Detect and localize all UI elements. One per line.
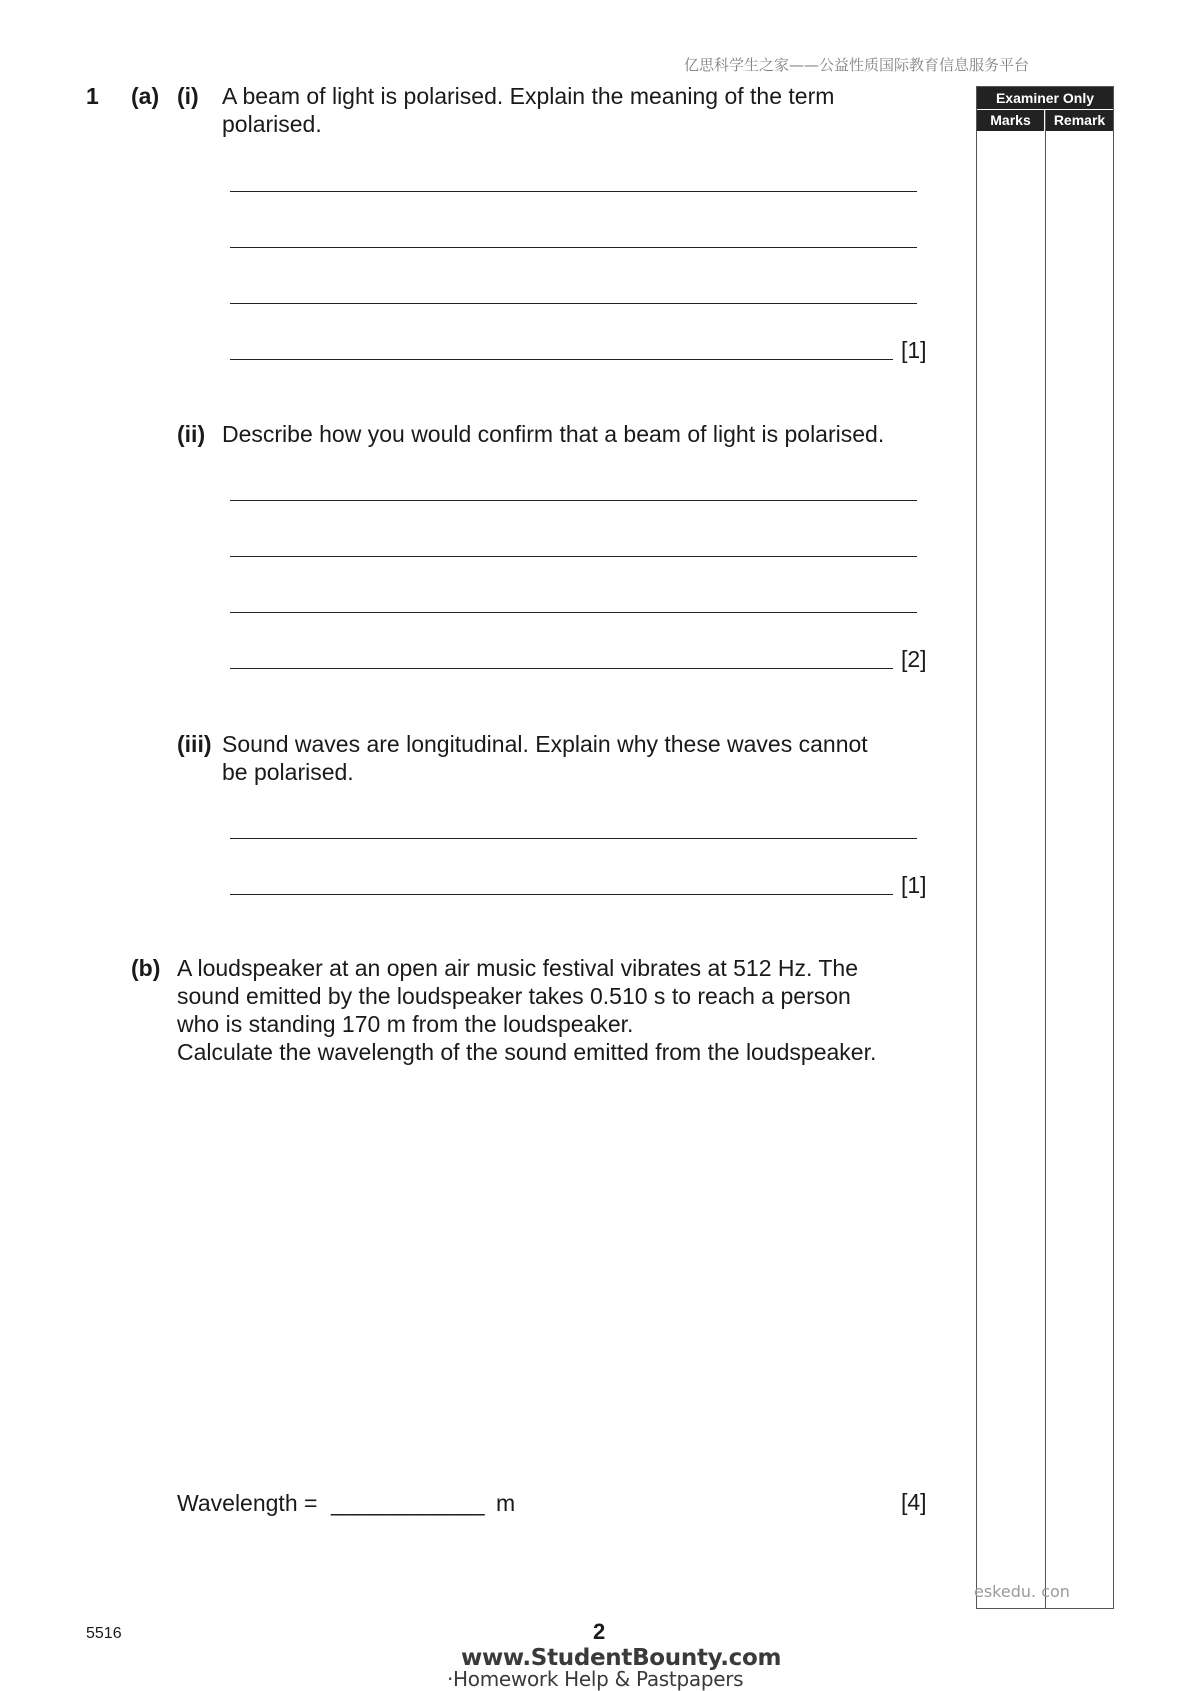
studentbounty-url[interactable]: www.StudentBounty.com: [461, 1645, 782, 1671]
answer-line[interactable]: [230, 668, 893, 669]
page-number: 2: [593, 1619, 606, 1644]
studentbounty-tagline: ·Homework Help & Pastpapers: [447, 1667, 744, 1691]
header-watermark: 亿思科学生之家——公益性质国际教育信息服务平台: [684, 56, 1030, 74]
subpart-iii-text-line1: Sound waves are longitudinal. Explain why these waves cannot: [222, 731, 868, 757]
answer-line[interactable]: [230, 303, 917, 304]
subpart-ii-text: Describe how you would confirm that a beam of light is polarised.: [222, 421, 885, 447]
part-b-text-line3: who is standing 170 m from the loudspeaker.: [177, 1011, 634, 1037]
answer-line[interactable]: [230, 191, 917, 192]
wavelength-label: Wavelength =: [177, 1490, 318, 1516]
answer-line[interactable]: [230, 894, 893, 895]
subpart-ii-label: (ii): [177, 421, 206, 447]
examiner-column-divider: [1045, 110, 1046, 1608]
eskedu-watermark: eskedu. con: [974, 1582, 1070, 1601]
answer-line[interactable]: [230, 838, 917, 839]
answer-line[interactable]: [230, 556, 917, 557]
paper-code: 5516: [86, 1625, 122, 1642]
answer-line[interactable]: [230, 247, 917, 248]
marks-label: [1]: [901, 337, 927, 363]
marks-label: [1]: [901, 872, 927, 898]
part-b-text-line4: Calculate the wavelength of the sound emitted from the loudspeaker.: [177, 1039, 877, 1065]
examiner-box: [976, 86, 1114, 1609]
examiner-title: Examiner Only: [977, 87, 1113, 109]
wavelength-answer-blank[interactable]: ____________: [331, 1490, 485, 1516]
part-b-label: (b): [131, 955, 161, 981]
answer-line[interactable]: [230, 500, 917, 501]
subpart-iii-label: (iii): [177, 731, 212, 757]
question-number: 1: [86, 83, 99, 109]
marks-label: [2]: [901, 646, 927, 672]
examiner-marks-header: Marks: [977, 110, 1044, 131]
answer-line[interactable]: [230, 359, 893, 360]
subpart-i-label: (i): [177, 83, 199, 109]
marks-label: [4]: [901, 1489, 927, 1515]
subpart-iii-text-line2: be polarised.: [222, 759, 354, 785]
part-b-text-line2: sound emitted by the loudspeaker takes 0.510 s to reach a person: [177, 983, 851, 1009]
wavelength-unit: m: [496, 1490, 516, 1516]
part-a-label: (a): [131, 83, 160, 109]
subpart-i-text-line2: polarised.: [222, 111, 322, 137]
answer-line[interactable]: [230, 612, 917, 613]
part-b-text-line1: A loudspeaker at an open air music festival vibrates at 512 Hz. The: [177, 955, 859, 981]
examiner-remark-header: Remark: [1046, 110, 1113, 131]
subpart-i-text-line1: A beam of light is polarised. Explain the meaning of the term: [222, 83, 835, 109]
